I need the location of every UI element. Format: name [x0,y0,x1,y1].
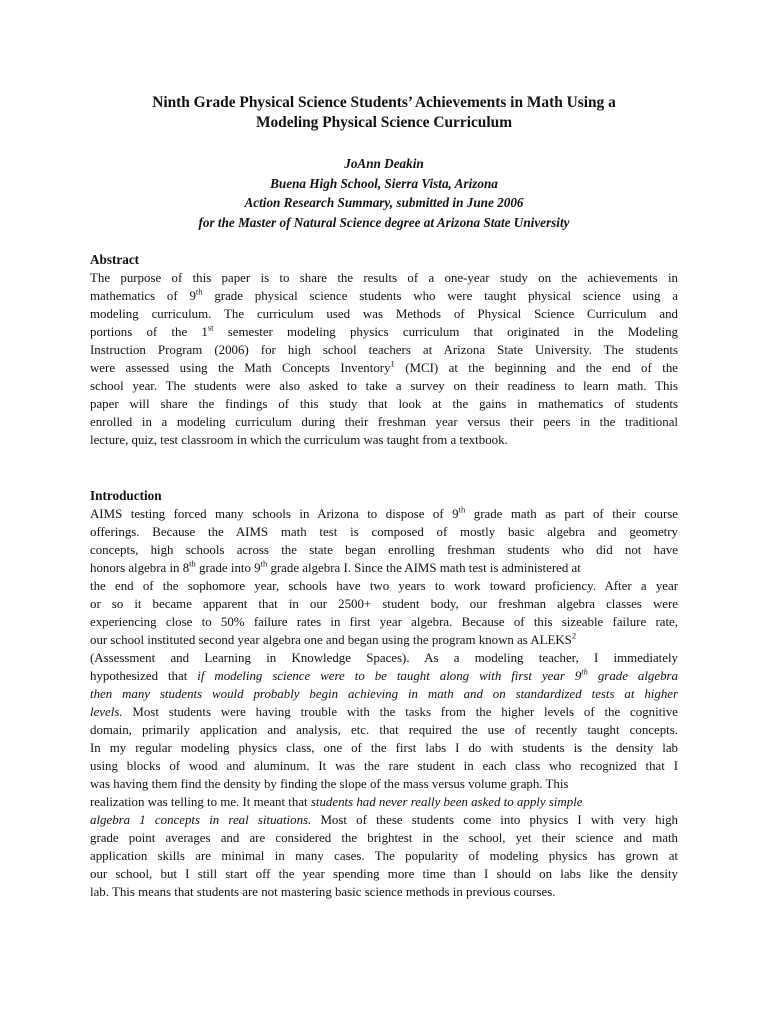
introduction-line: lab. This means that students are not mastering basic science methods in previous courses. [90,885,556,900]
superscript: 1 [390,359,395,370]
superscript: th [260,559,268,570]
introduction-line: realization was telling to me. It meant that students had never really been asked to apply simple [90,795,583,810]
superscript: th [195,287,203,298]
introduction-line: our school, but I still start off the year spending more time than I should on labs like the density [90,867,678,882]
abstract-line: portions of the 1st semester modeling physics curriculum that originated in the Modeling [90,323,678,340]
introduction-line: or so it became apparent that in our 2500+ student body, our freshman algebra classes were [90,597,678,612]
introduction-line: (Assessment and Learning in Knowledge Spaces). As a modeling teacher, I immediately [90,651,678,666]
introduction-line: hypothesized that if modeling science were to be taught along with first year 9th grade algebra [90,667,678,684]
paper-page [90,93,678,901]
abstract-heading: Abstract [90,252,140,268]
introduction-line: honors algebra in 8th grade into 9th grade algebra I. Since the AIMS math test is administered at [90,559,581,576]
introduction-line: In my regular modeling physics class, one of the first labs I do with students is the density lab [90,741,678,756]
degree-note: for the Master of Natural Science degree at Arizona State University [198,214,570,230]
emphasis-text: levels. [90,705,123,720]
introduction-line: was having them find the density by finding the slope of the mass versus volume graph. This [90,777,569,792]
superscript: th [189,559,196,570]
emphasis-text: algebra 1 concepts in real situations. [90,813,312,828]
abstract-line: were assessed using the Math Concepts Inventory$^1$ (MCI) at the beginning and the end of the [90,359,678,376]
introduction-line: offerings. Because the AIMS math test is composed of mostly basic algebra and geometry [90,525,678,540]
abstract-line: modeling curriculum. The curriculum used was Methods of Physical Science Curriculum and [90,307,678,322]
introduction-body [90,505,678,901]
abstract-body [90,269,678,449]
author-block [90,154,678,232]
introduction-line: our school instituted second year algebra one and began using the program known as ALEKS$^2$ [90,631,577,648]
introduction-line: levels. Most students were having trouble with the tasks from the higher levels of the cognitive [90,705,678,720]
introduction-line: the end of the sophomore year, schools have two years to work toward proficiency. After a year [90,579,678,594]
introduction-line: algebra 1 concepts in real situations. Most of these students come into physics I with very high [90,813,678,828]
abstract-line: lecture, quiz, test classroom in which the curriculum was taught from a textbook. [90,433,508,448]
abstract-line: paper will share the findings of this study that look at the gains in mathematics of students [90,397,678,412]
author-name: JoAnn Deakin [344,156,424,171]
emphasis-text: then many students would probably begin achieving in math and on standardized tests at higher [90,687,678,702]
abstract-line: The purpose of this paper is to share the results of a one-year study on the achievements in [90,271,678,286]
introduction-line: application skills are minimal in many cases. The popularity of modeling physics has grown at [90,849,678,864]
introduction-line: using blocks of wood and aluminum. It was the rare student in each class who recognized that I [90,759,678,774]
emphasis-text: grade algebra [587,669,678,684]
introduction-heading: Introduction [90,488,162,504]
emphasis-text: students had never really been asked to apply simple [310,795,583,810]
introduction-line: concepts, high schools across the state began enrolling freshman students who did not have [90,543,678,558]
superscript: 2 [571,631,577,642]
introduction-line: grade point averages and are considered the brightest in the school, yet their science and math [90,831,678,846]
emphasis-text: if modeling science were to be taught along with first year 9 [197,669,582,684]
introduction-line: experiencing close to 50% failure rates in first year algebra. Because of this sizeable failure rate, [90,615,678,630]
author-affiliation: Buena High School, Sierra Vista, Arizona [270,175,498,191]
superscript: th [458,505,466,516]
introduction-line: AIMS testing forced many schools in Arizona to dispose of 9th grade math as part of their course [90,505,679,522]
submission-note: Action Research Summary, submitted in June 2006 [244,195,524,211]
introduction-line: domain, primarily application and analysis, etc. that required the use of recently taught concepts. [90,723,678,738]
introduction-line [90,685,678,703]
paper-title [90,93,678,133]
abstract-line: mathematics of 9th grade physical science students who were taught physical science using a [90,287,678,304]
title-line-2: Modeling Physical Science Curriculum [255,114,513,131]
abstract-line: enrolled in a modeling curriculum during their freshman year versus their peers in the traditional [90,415,678,430]
abstract-line: Instruction Program (2006) for high school teachers at Arizona State University. The students [90,343,678,358]
title-line-1: Ninth Grade Physical Science Students’ Achievements in Math Using a [152,94,616,111]
abstract-line: school year. The students were also asked to take a survey on their readiness to learn math. This [90,379,678,394]
superscript: th [581,667,588,678]
superscript: st [207,323,214,334]
